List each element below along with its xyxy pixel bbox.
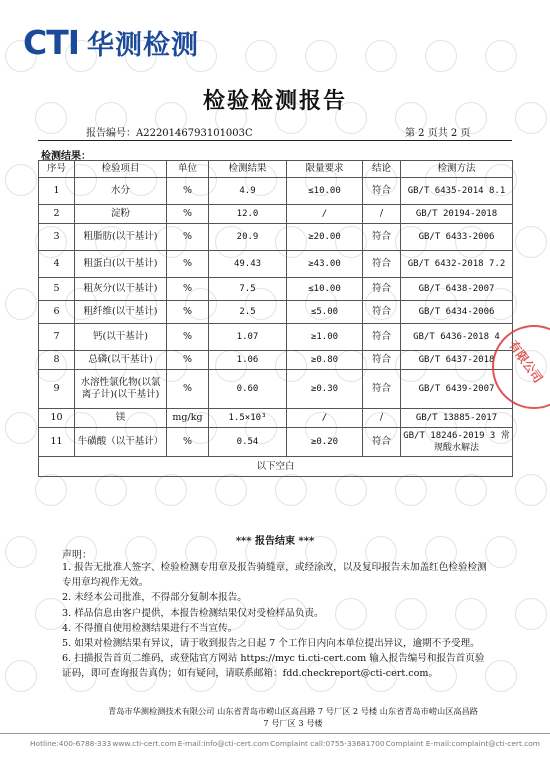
header-method: 检测方法 [401,161,513,178]
note-item: 6. 扫描报告首页二维码，或登陆官方网站 https://myc ti.cti-cert.com 输入报告编号和报告首页验证码，即可查询报告真伪；如有疑问，请联系邮箱：fdd.checkreport@cti-cert.com。 [62,653,485,680]
cell-result: 2.5 [209,301,287,324]
footer-complaint-call: Complaint call:0755-33681700 [270,739,385,748]
cell-limit: ≥0.80 [287,351,363,370]
table-row [39,370,513,409]
cell-limit: ≥20.00 [287,224,363,251]
notes-list [62,560,492,682]
cell-limit: ≥43.00 [287,251,363,278]
cell-item: 钙(以干基计) [75,324,167,351]
cell-method: GB/T 6439-2007 [401,370,513,409]
cell-no: 10 [39,409,75,428]
cell-item: 牛磺酸（以干基计） [75,428,167,457]
table-row [39,428,513,457]
cell-conclusion: / [363,409,401,428]
report-end-marker: *** 报告结束 *** [235,536,315,547]
watermark-logo [5,412,37,444]
cell-method: GB/T 20194-2018 [401,205,513,224]
footer-divider [0,733,550,734]
watermark-logo [365,40,397,72]
footer-website[interactable]: www.cti-cert.com [112,739,177,748]
note-item: 4. 不得擅自使用检测结果进行不当宣传。 [62,622,238,634]
watermark-logo [275,474,307,506]
cell-no: 6 [39,301,75,324]
cell-conclusion: 符合 [363,428,401,457]
header-item: 检验项目 [75,161,167,178]
footer-hotline: Hotline:400-6788-333 [30,739,112,748]
cell-no: 1 [39,178,75,205]
cell-limit: / [287,409,363,428]
table-row [39,351,513,370]
logo-name: 华测检测 [87,29,200,61]
watermark-logo [425,40,457,72]
watermark-logo [515,474,547,506]
cell-result: 1.5×10³ [209,409,287,428]
footer-email[interactable]: E-mail:info@cti-cert.com [177,739,269,748]
table-header-row [39,161,513,178]
watermark-logo [5,288,37,320]
cell-result: 1.07 [209,324,287,351]
cell-item: 粗纤维(以干基计) [75,301,167,324]
footer [30,739,550,748]
cell-no: 9 [39,370,75,409]
cell-unit: % [167,428,209,457]
cell-item: 总磷(以干基计) [75,351,167,370]
cell-result: 0.54 [209,428,287,457]
watermark-logo [95,474,127,506]
report-title: 检验检测报告 [202,88,347,114]
cell-conclusion: 符合 [363,224,401,251]
cell-limit: / [287,205,363,224]
cell-unit: % [167,370,209,409]
watermark-logo [485,40,517,72]
cell-method: GB/T 13885-2017 [401,409,513,428]
table-blank-row [39,457,513,477]
note-item: 2. 未经本公司批准，不得部分复制本报告。 [62,592,247,604]
cell-conclusion: 符合 [363,278,401,301]
results-table [38,160,513,477]
cell-unit: % [167,224,209,251]
cell-item: 粗灰分(以干基计) [75,278,167,301]
cell-no: 4 [39,251,75,278]
cell-unit: % [167,178,209,205]
cell-unit: % [167,205,209,224]
blank-note: 以下空白 [39,457,513,477]
header-unit: 单位 [167,161,209,178]
cell-method: GB/T 6432-2018 7.2 [401,251,513,278]
cell-result: 1.06 [209,351,287,370]
cell-conclusion: 符合 [363,251,401,278]
table-row [39,301,513,324]
cell-unit: % [167,324,209,351]
cell-item: 粗脂肪(以干基计) [75,224,167,251]
footer-complaint-email[interactable]: Complaint E-mail:complaint@cti-cert.com [385,739,540,748]
cell-method: GB/T 6435-2014 8.1 [401,178,513,205]
cell-method: GB/T 6433-2006 [401,224,513,251]
cell-item: 镁 [75,409,167,428]
cell-no: 8 [39,351,75,370]
cell-limit: ≤10.00 [287,178,363,205]
cell-limit: ≤10.00 [287,278,363,301]
header-limit: 限量要求 [287,161,363,178]
header-conclusion: 结论 [363,161,401,178]
table-row [39,324,513,351]
watermark-logo [395,474,427,506]
cell-method: GB/T 6438-2007 [401,278,513,301]
cell-no: 2 [39,205,75,224]
watermark-logo [35,474,67,506]
cell-limit: ≥0.30 [287,370,363,409]
cell-item: 淀粉 [75,205,167,224]
cell-unit: % [167,301,209,324]
cell-result: 0.60 [209,370,287,409]
cell-limit: ≤5.00 [287,301,363,324]
cell-conclusion: 符合 [363,324,401,351]
company-logo [23,24,199,60]
cell-unit: % [167,351,209,370]
results-label: 检测结果： [41,151,91,162]
cell-result: 20.9 [209,224,287,251]
notes-title: 声明： [62,550,92,561]
cell-conclusion: 符合 [363,301,401,324]
table-row [39,278,513,301]
watermark-logo [515,226,547,258]
report-number: 报告编号：A2220146793101003C [86,128,253,139]
watermark-logo [5,164,37,196]
seal-text: 有限公司 [506,338,546,386]
cell-result: 4.9 [209,178,287,205]
cell-result: 49.43 [209,251,287,278]
cell-item: 粗蛋白(以干基计) [75,251,167,278]
cell-conclusion: / [363,205,401,224]
cell-unit: mg/kg [167,409,209,428]
cell-item: 水溶性氯化物(以氯离子计)(以干基计) [75,370,167,409]
header-result: 检测结果 [209,161,287,178]
cell-item: 水分 [75,178,167,205]
note-item: 5. 如果对检测结果有异议，请于收到报告之日起 7 个工作日内向本单位提出异议，逾期不予受理。 [62,638,480,650]
page-number: 第 2 页共 2 页 [405,128,471,139]
table-row [39,251,513,278]
cell-conclusion: 符合 [363,370,401,409]
cell-result: 7.5 [209,278,287,301]
table-row [39,409,513,428]
company-address: 青岛市华测检测技术有限公司 山东省青岛市崂山区高昌路 7 号厂区 2 号楼 山东省青岛市崂山区高昌路 7 号厂区 3 号楼 [108,706,478,728]
cell-limit: ≥1.00 [287,324,363,351]
watermark-logo [5,660,37,692]
table-row [39,224,513,251]
note-item: 1. 报告无批准人签字、检验检测专用章及报告骑缝章，或经涂改，以及复印报告未加盖红色检验检测专用章均视作无效。 [62,562,487,589]
cell-limit: ≥0.20 [287,428,363,457]
watermark-logo [455,474,487,506]
cell-no: 5 [39,278,75,301]
watermark-logo [215,474,247,506]
cell-method: GB/T 6434-2006 [401,301,513,324]
cell-conclusion: 符合 [363,351,401,370]
table-row [39,178,513,205]
logo-brand: CTI [23,22,80,62]
cell-no: 7 [39,324,75,351]
header-divider [38,140,512,141]
watermark-logo [335,474,367,506]
cell-no: 11 [39,428,75,457]
cell-unit: % [167,278,209,301]
watermark-logo [305,40,337,72]
header-no: 序号 [39,161,75,178]
note-item: 3. 样品信息由客户提供，本报告检测结果仅对受检样品负责。 [62,607,324,619]
watermark-logo [515,598,547,630]
cell-method: GB/T 18246-2019 3 常规酸水解法 [401,428,513,457]
table-row [39,205,513,224]
watermark-logo [155,474,187,506]
cell-no: 3 [39,224,75,251]
watermark-logo [245,40,277,72]
table-body [39,178,513,477]
cell-conclusion: 符合 [363,178,401,205]
cell-result: 12.0 [209,205,287,224]
cell-method: GB/T 6437-2018 [401,351,513,370]
cell-unit: % [167,251,209,278]
cell-method: GB/T 6436-2018 4 [401,324,513,351]
